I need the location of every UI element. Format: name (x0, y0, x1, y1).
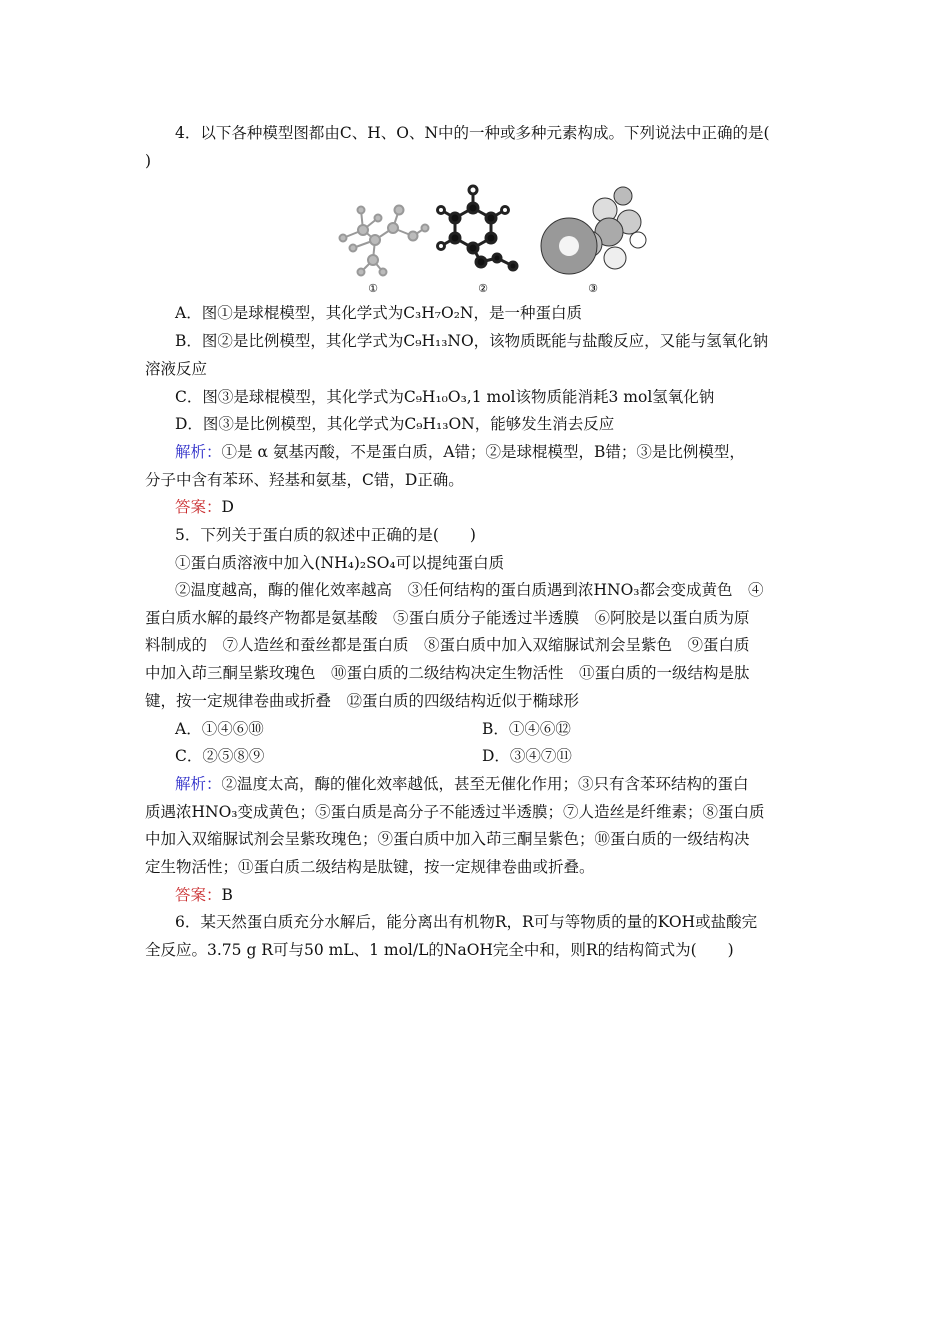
ball-stick-model-1 (340, 206, 429, 276)
q5-option-c: C．②⑤⑧⑨ (175, 747, 265, 765)
q4-option-b-line-2: 溶液反应 (145, 360, 208, 378)
answer-label: 答案： (175, 886, 222, 904)
q5-analysis-line-4: 定生物活性；⑪蛋白质二级结构是肽键，按一定规律卷曲或折叠。 (145, 858, 595, 876)
q5-item-line-6: 键，按一定规律卷曲或折叠 ⑫蛋白质的四级结构近似于椭球形 (145, 692, 580, 710)
q5-option-d: D．③④⑦⑪ (482, 747, 572, 765)
q4-stem-line-2: ) (145, 152, 152, 170)
q4-stem-line-1: 4．以下各种模型图都由C、H、O、N中的一种或多种元素构成。下列说法中正确的是( (175, 124, 770, 142)
q5-analysis-line-3: 中加入双缩脲试剂会呈紫玫瑰色；⑨蛋白质中加入茚三酮呈紫色；⑩蛋白质的一级结构决 (145, 830, 750, 848)
figure-label-3: ③ (588, 282, 598, 295)
q4-answer (175, 496, 234, 518)
q4-option-a: A．图①是球棍模型，其化学式为C₃H₇O₂N，是一种蛋白质 (175, 304, 582, 322)
q5-item-line-5: 中加入茚三酮呈紫玫瑰色 ⑩蛋白质的二级结构决定生物活性 ⑪蛋白质的一级结构是肽 (145, 664, 750, 682)
q4-option-c: C．图③是球棍模型，其化学式为C₉H₁₀O₃,1 mol该物质能消耗3 mol氢氧化钠 (175, 388, 715, 406)
q4-option-b-line-1: B．图②是比例模型，其化学式为C₉H₁₃NO，该物质既能与盐酸反应，又能与氢氧化钠 (175, 332, 769, 350)
q4-answer-value: D (221, 498, 234, 516)
figure-label-1: ① (368, 282, 378, 295)
space-filling-model-3 (541, 187, 646, 274)
analysis-label: 解析： (175, 775, 222, 793)
q5-item-line-1: ①蛋白质溶液中加入(NH₄)₂SO₄可以提纯蛋白质 (175, 554, 505, 572)
figure-label-2: ② (478, 282, 488, 295)
q4-option-d: D．图③是比例模型，其化学式为C₉H₁₃ON，能够发生消去反应 (175, 415, 615, 433)
q5-item-line-4: 料制成的 ⑦人造丝和蚕丝都是蛋白质 ⑧蛋白质中加入双缩脲试剂会呈紫色 ⑨蛋白质 (145, 636, 750, 654)
q5-answer-value: B (221, 886, 233, 904)
q5-analysis-line-2: 质遇浓HNO₃变成黄色；⑤蛋白质是高分子不能透过半透膜；⑦人造丝是纤维素；⑧蛋白质 (145, 803, 765, 821)
q6-stem-line-1: 6．某天然蛋白质充分水解后，能分离出有机物R，R可与等物质的量的KOH或盐酸完 (175, 913, 758, 931)
q5-option-b: B．①④⑥⑫ (482, 720, 571, 738)
analysis-label: 解析： (175, 443, 222, 461)
ball-stick-model-2 (438, 186, 518, 270)
q5-item-line-2: ②温度越高，酶的催化效率越高 ③任何结构的蛋白质遇到浓HNO₃都会变成黄色 ④ (175, 581, 764, 599)
q5-answer (175, 884, 233, 906)
q6-stem-line-2: 全反应。3.75 g R可与50 mL、1 mol/L的NaOH完全中和，则R的结构简式为( ) (145, 941, 734, 959)
q5-stem: 5．下列关于蛋白质的叙述中正确的是( ) (175, 526, 476, 544)
answer-label: 答案： (175, 498, 222, 516)
q4-analysis-line-1 (175, 441, 745, 463)
q5-analysis-line-1 (175, 773, 749, 795)
q5-item-line-3: 蛋白质水解的最终产物都是氨基酸 ⑤蛋白质分子能透过半透膜 ⑥阿胶是以蛋白质为原 (145, 609, 750, 627)
q5-analysis-text-1: ②温度太高，酶的催化效率越低，甚至无催化作用；③只有含苯环结构的蛋白 (221, 775, 749, 793)
q4-analysis-line-2: 分子中含有苯环、羟基和氨基，C错，D正确。 (145, 471, 464, 489)
q4-analysis-text-1: ①是 α 氨基丙酸，不是蛋白质，A错；②是球棍模型，B错；③是比例模型， (221, 443, 745, 461)
q5-option-a: A．①④⑥⑩ (175, 720, 264, 738)
molecule-models-figure (333, 180, 681, 296)
